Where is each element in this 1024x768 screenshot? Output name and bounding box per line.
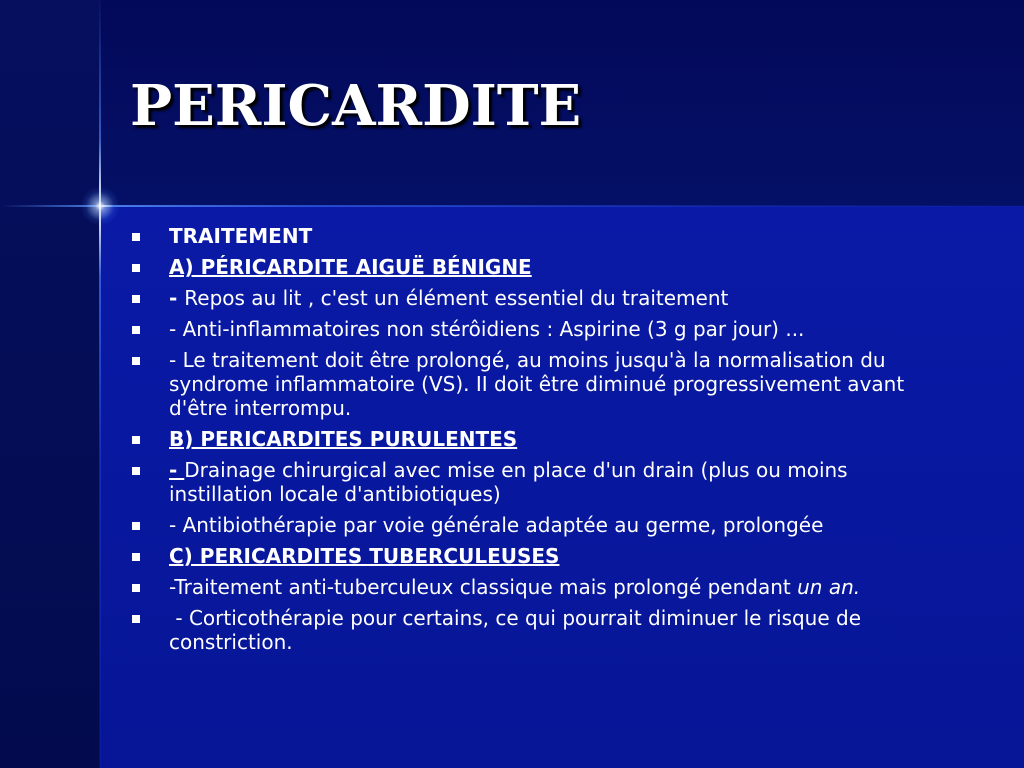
list-item	[132, 544, 952, 568]
list-item	[132, 513, 952, 537]
square-bullet-icon	[132, 436, 140, 444]
square-bullet-icon	[132, 264, 140, 272]
left-background-band	[0, 0, 100, 768]
slide-title: PERICARDITE	[130, 73, 582, 139]
dash-prefix: -	[169, 458, 185, 482]
list-item-text: - Anti-inflammatoires non stérôidiens : Aspirine (3 g par jour) ...	[169, 317, 805, 341]
list-item	[132, 575, 952, 599]
list-item	[132, 606, 952, 654]
square-bullet-icon	[132, 467, 140, 475]
list-item	[132, 255, 952, 279]
vertical-glow-line	[99, 0, 101, 768]
horizontal-glow-line	[0, 205, 1024, 207]
square-bullet-icon	[132, 326, 140, 334]
square-bullet-icon	[132, 233, 140, 241]
list-item	[132, 348, 952, 420]
list-item	[132, 458, 952, 506]
section-heading-purulentes: B) PERICARDITES PURULENTES	[169, 427, 518, 451]
list-item-emphasis: un an.	[797, 575, 861, 599]
square-bullet-icon	[132, 295, 140, 303]
dash-prefix: -	[169, 606, 189, 630]
light-flare-icon	[80, 186, 120, 226]
square-bullet-icon	[132, 584, 140, 592]
list-item	[132, 317, 952, 341]
list-item-text: Corticothérapie pour certains, ce qui pourrait diminuer le risque de constriction.	[169, 606, 862, 654]
square-bullet-icon	[132, 522, 140, 530]
section-heading-pericardite-aigue: A) PÉRICARDITE AIGUË BÉNIGNE	[169, 255, 532, 279]
bullet-list	[132, 224, 952, 661]
list-item-text: - Le traitement doit être prolongé, au moins jusqu'à la normalisation du syndrome inflammatoire (VS). II doit être diminué progressivement avant d'être interrompu.	[169, 348, 905, 420]
list-item-text: - Antibiothérapie par voie générale adaptée au germe, prolongée	[169, 513, 824, 537]
list-item	[132, 224, 952, 248]
list-item-text: -Traitement anti-tuberculeux classique mais prolongé pendant	[169, 575, 798, 599]
list-item-text: Drainage chirurgical avec mise en place d'un drain (plus ou moins instillation locale d'antibiotiques)	[169, 458, 848, 506]
square-bullet-icon	[132, 615, 140, 623]
list-item	[132, 427, 952, 451]
section-heading-tuberculeuses: C) PERICARDITES TUBERCULEUSES	[169, 544, 560, 568]
dash-prefix: -	[169, 286, 185, 310]
list-item-text: Repos au lit , c'est un élément essentiel du traitement	[184, 286, 729, 310]
section-heading-traitement: TRAITEMENT	[169, 224, 313, 248]
square-bullet-icon	[132, 553, 140, 561]
square-bullet-icon	[132, 357, 140, 365]
list-item	[132, 286, 952, 310]
